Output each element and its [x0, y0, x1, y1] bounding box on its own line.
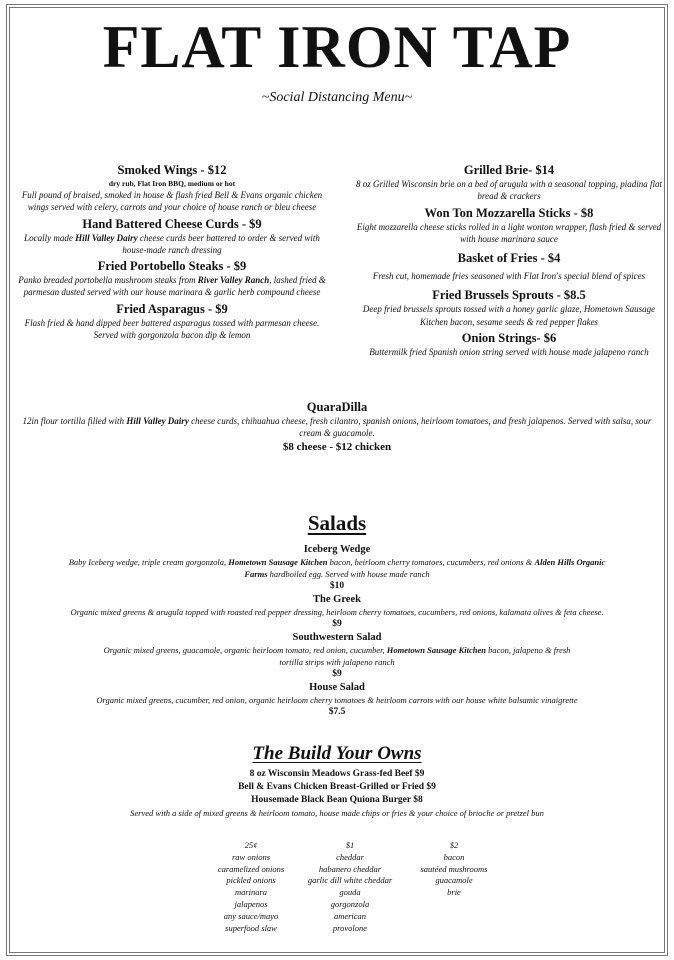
- addon-item: any sauce/mayo: [223, 910, 279, 921]
- salad-price: $7.5: [328, 707, 346, 717]
- item-price: $8 cheese - $12 chicken: [282, 440, 392, 453]
- menu-item-portobello-steaks: [12, 259, 332, 299]
- item-name: Basket of Fries - $4: [457, 251, 561, 266]
- item-description: Eight mozzarella cheese sticks rolled in a light wonton wrapper, flash fried & served with house marinara sauce: [356, 221, 662, 244]
- build-option-chicken: Bell & Evans Chicken Breast-Grilled or Fried $9: [238, 782, 436, 792]
- item-name: Fried Asparagus - $9: [116, 301, 228, 316]
- addon-item: cheddar: [336, 851, 364, 862]
- salad-name: The Greek: [313, 594, 361, 605]
- addon-item: pickled onions: [226, 875, 276, 886]
- addon-item: marinara: [234, 887, 268, 898]
- appetizers-right-column: [354, 163, 664, 358]
- item-name: Won Ton Mozzarella Sticks - $8: [424, 205, 594, 220]
- salad-price: $10: [329, 581, 345, 591]
- menu-item-grilled-brie: [354, 163, 664, 203]
- salad-description: Organic mixed greens, cucumber, red onion, organic heirloom cherry tomatoes & heirloom carrots with our house white balsamic vinaigrette: [96, 695, 578, 705]
- addon-item: american: [333, 910, 367, 921]
- appetizers-left-column: [12, 163, 332, 341]
- item-name: Smoked Wings - $12: [117, 163, 227, 177]
- build-your-own-heading: The Build Your Owns: [252, 743, 422, 764]
- addon-item: brie: [447, 887, 461, 898]
- salad-the-greek: [12, 593, 662, 631]
- build-serving-note: Served with a side of mixed greens & heirloom tomato, house made chips or fries & your choice of brioche or pretzel bun: [130, 808, 544, 818]
- salad-price: $9: [332, 669, 342, 679]
- salad-iceberg-wedge: [12, 543, 662, 593]
- item-name: Hand Battered Cheese Curds - $9: [82, 216, 262, 231]
- addon-item: superfood slaw: [225, 922, 277, 933]
- addons-2-dollar-column: [404, 840, 504, 899]
- salad-description: Organic mixed greens & arugula topped with roasted red pepper dressing, heirloom cherry tomatoes, cucumbers, red onions, kalamata olives & feta cheese.: [70, 607, 604, 617]
- addon-item: sautéed mushrooms: [420, 863, 488, 874]
- restaurant-title: FLAT IRON TAP: [102, 14, 572, 80]
- item-description: Buttermilk fried Spanish onion string served with house made jalapeno ranch: [369, 347, 649, 358]
- item-description: Panko breaded portobella mushroom steaks from River Valley Ranch, lashed fried & parmesan dusted served with our house marinara & garlic herb compound cheese: [18, 275, 326, 298]
- salad-house: [12, 681, 662, 719]
- item-name: Fried Brussels Sprouts - $8.5: [432, 288, 586, 303]
- item-description: Flash fried & hand dipped beer battered asparagus tossed with parmesan cheese. Served with gorgonzola bacon dip & lemon: [24, 317, 320, 341]
- addon-price: 25¢: [244, 840, 258, 850]
- item-name: QuaraDilla: [306, 400, 368, 414]
- item-name: Fried Portobello Steaks - $9: [97, 259, 247, 274]
- menu-item-quesadilla: [12, 400, 662, 455]
- item-name: Grilled Brie- $14: [463, 163, 555, 177]
- addons-1-dollar-column: [290, 840, 410, 934]
- salad-southwestern: [12, 631, 662, 681]
- item-description: Full pound of braised, smoked in house & flash fried Bell & Evans organic chicken wings served with celery, carrots and your choice of house ranch or bleu cheese: [21, 190, 323, 213]
- build-option-beef: 8 oz Wisconsin Meadows Grass-fed Beef $9: [249, 769, 425, 779]
- menu-item-basket-of-fries: [354, 251, 664, 282]
- menu-item-onion-strings: [354, 331, 664, 358]
- menu-item-wonton-mozzarella: [354, 206, 664, 246]
- menu-item-brussels-sprouts: [354, 288, 664, 328]
- salads-heading: Salads: [307, 511, 367, 535]
- salad-description: Organic mixed greens, guacamole, organic heirloom tomato, red onion, cucumber, Hometown Sausage Kitchen bacon, jalapeno & fresh tortilla strips with jalapeno ranch: [103, 645, 571, 667]
- menu-item-cheese-curds: [12, 217, 332, 257]
- addon-item: garlic dill white cheddar: [307, 875, 393, 886]
- item-description: Deep fried brussels sprouts tossed with a honey garlic glaze, Hometown Sausage Kitchen bacon, sesame seeds & red pepper flakes: [362, 304, 656, 327]
- item-name: Onion Strings- $6: [461, 331, 557, 346]
- addon-item: guacamole: [435, 875, 473, 886]
- addon-item: caramelized onions: [217, 863, 285, 874]
- menu-item-fried-asparagus: [12, 302, 332, 342]
- salad-name: House Salad: [309, 682, 365, 693]
- addon-item: bacon: [443, 851, 465, 862]
- addon-item: habanero cheddar: [318, 863, 382, 874]
- item-description: Fresh cut, homemade fries seasoned with Flat Iron's special blend of spices: [372, 271, 646, 282]
- addon-item: provolone: [332, 922, 368, 933]
- salad-name: Iceberg Wedge: [303, 544, 371, 555]
- addon-price: $1: [345, 840, 355, 850]
- salad-description: Baby Iceberg wedge, triple cream gorgonzola, Hometown Sausage Kitchen bacon, heirloom cherry tomatoes, cucumbers, red onions & Alden Hills Organic Farms hardboiled egg. Served with house made ranch: [68, 557, 606, 579]
- menu-subtitle: ~Social Distancing Menu~: [261, 90, 413, 105]
- salad-price: $9: [332, 619, 342, 629]
- item-description: Locally made Hill Valley Dairy cheese curds beer battered to order & served with house-made ranch dressing: [24, 232, 320, 255]
- addon-item: gouda: [339, 887, 361, 898]
- build-your-own-section: [12, 742, 662, 819]
- salad-name: Southwestern Salad: [292, 632, 382, 643]
- addon-price: $2: [449, 840, 459, 850]
- item-note: dry rub, Flat Iron BBQ, medium or hot: [108, 179, 236, 188]
- salads-section: [12, 511, 662, 719]
- item-description: 8 oz Grilled Wisconsin brie on a bed of arugula with a seasonal topping, piadina flat bread & crackers: [355, 179, 662, 202]
- menu-item-smoked-wings: [12, 163, 332, 214]
- addon-item: jalapenos: [234, 898, 268, 909]
- addon-item: gorgonzola: [330, 898, 370, 909]
- addon-item: raw onions: [231, 851, 271, 862]
- build-option-veggie-burger: Housemade Black Bean Quiona Burger $8: [251, 795, 423, 805]
- item-description: 12in flour tortilla filled with Hill Valley Dairy cheese curds, chihuahua cheese, fresh cilantro, spanish onions, heirloom tomatoes, and fresh jalapenos. Served with salsa, sour cream & guacamole.: [22, 416, 652, 439]
